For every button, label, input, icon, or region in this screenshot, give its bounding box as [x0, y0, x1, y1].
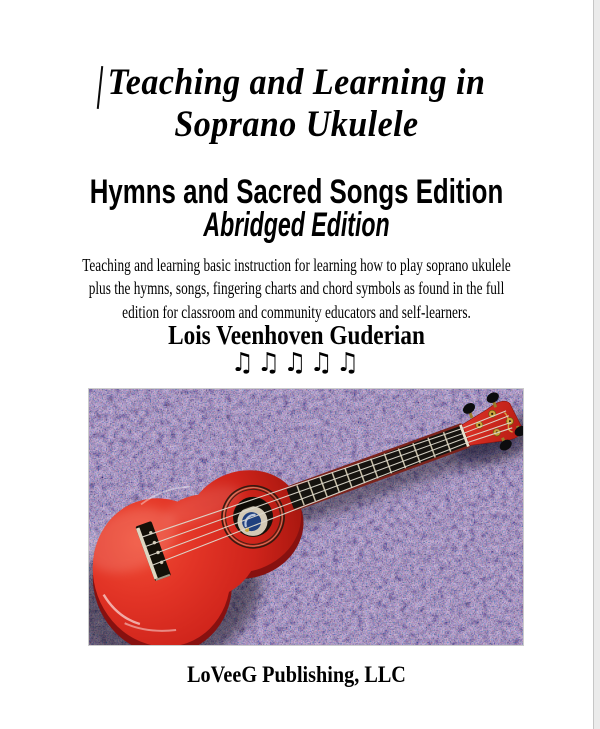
edition-heading: Hymns and Sacred Songs Edition — [89, 173, 504, 211]
description-line: Teaching and learning basic instruction for learning how to play soprano ukulele — [82, 255, 511, 275]
title-line-1: Teaching and Learning in — [107, 62, 486, 103]
publisher-name: LoVeeG Publishing, LLC — [187, 662, 406, 688]
description — [0, 254, 593, 324]
scrollbar-track[interactable] — [593, 0, 600, 729]
description-line: edition for classroom and community educators and self-learners. — [122, 301, 471, 322]
edition-headings — [0, 173, 593, 244]
book-title — [0, 62, 593, 146]
title-line-2: Soprano Ukulele — [174, 104, 419, 145]
edition-subheading: Abridged Edition — [203, 206, 390, 244]
music-notes-icon: ♫♫♫♫♫ — [230, 348, 363, 378]
ukulele-photo-illustration — [89, 389, 523, 645]
description-line: plus the hymns, songs, fingering charts and chord symbols as found in the full — [88, 278, 505, 299]
cover-photo — [88, 388, 524, 646]
author-name: Lois Veenhoven Guderian — [168, 320, 425, 350]
